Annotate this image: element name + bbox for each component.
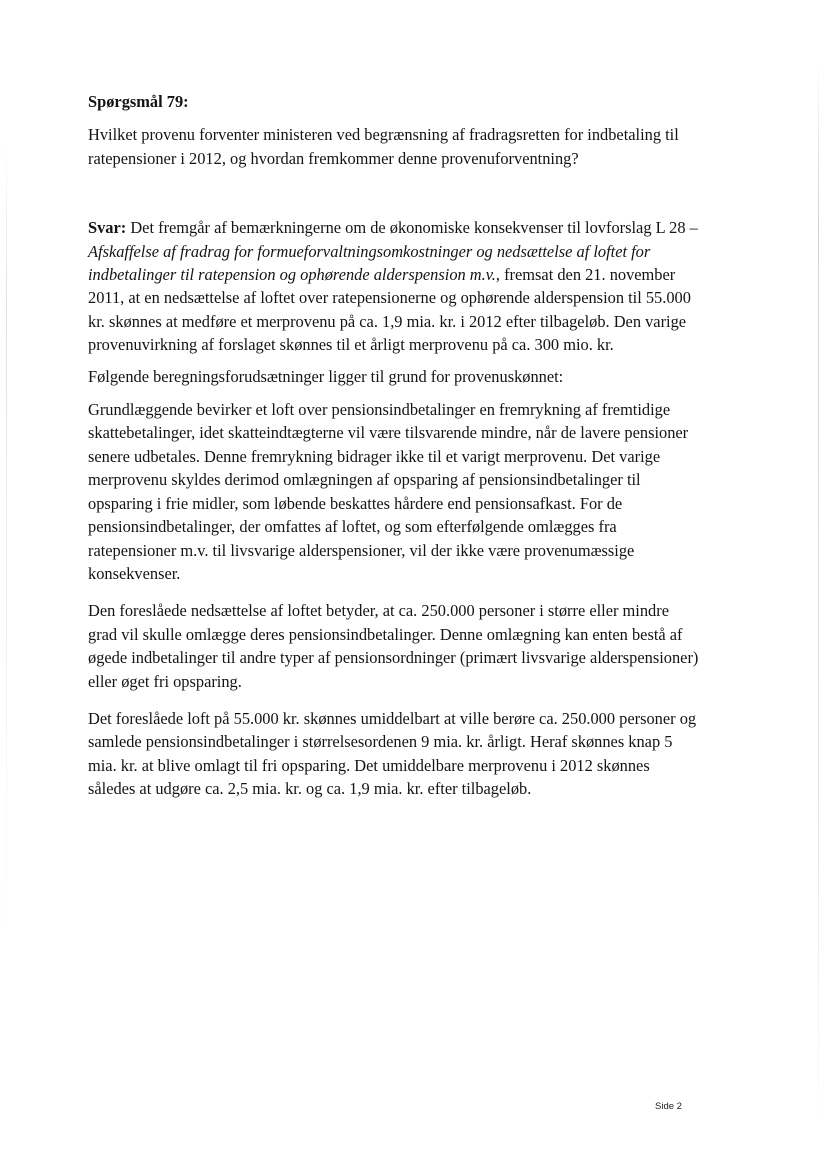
answer-paragraph xyxy=(88,216,700,356)
question-text: Hvilket provenu forventer ministeren ved begrænsning af fradragsretten for indbetaling til ratepensioner i 2012, og hvordan fremkommer denne provenuforventning? xyxy=(88,125,679,168)
paragraph-proposed-ceiling: Det foreslåede loft på 55.000 kr. skønnes umiddelbart at ville berøre ca. 250.000 personer og samlede pensionsindbetalinger i størrelsesordenen 9 mia. kr. årligt. Heraf skønnes knap 5 mia. kr. at blive omlagt til fri opsparing. Det umiddelbare merprovenu i 2012 skønnes således at udgøre ca. 2,5 mia. kr. og ca. 1,9 mia. kr. efter tilbageløb. xyxy=(88,708,697,799)
answer-intro: Det fremgår af bemærkningerne om de økonomiske konsekvenser til lovforslag L 28 – xyxy=(126,218,698,238)
answer-lead: Svar: xyxy=(88,218,127,238)
paragraph-fundamentals: Grundlæggende bevirker et loft over pensionsindbetalinger en fremrykning af fremtidige skattebetalinger, idet skatteindtægterne vil være tilsvarende mindre, når de lavere pensioner senere udbetales. Denne fremrykning bidrager ikke til et varigt merprovenu. Det varige merprovenu skyldes derimod omlægningen af opsparing af pensionsindbetalinger til opsparing i frie midler, som løbende beskattes hårdere end pensionsafkast. For de pensionsindbetalinger, der omfattes af loftet, og som efterfølgende omlægges fra ratepensioner m.v. til livsvarige alderspensioner, vil der ikke være provenumæssige konsekvenser. xyxy=(88,400,689,583)
paragraph-ceiling-reduction: Den foreslåede nedsættelse af loftet betyder, at ca. 250.000 personer i større eller mindre grad vil skulle omlægge deres pensionsindbetalinger. Denne omlægning kan enten bestå af øgede indbetalinger til andre typer af pensionsordninger (primært livsvarige alderspensioner) eller øget fri opsparing. xyxy=(88,601,699,691)
paragraph-assumptions-intro: Følgende beregningsforudsætninger ligger til grund for provenuskønnet: xyxy=(88,366,564,386)
answer-rest: , fremsat den 21. november 2011, at en nedsættelse af loftet over ratepensionerne og ophørende alderspension til 55.000 kr. skønnes at medføre et merprovenu på ca. 1,9 mia. kr. i 2012 efter tilbageløb. Den varige provenuvirkning af forslaget skønnes til et årligt merprovenu på ca. 300 mio. kr. xyxy=(88,265,691,355)
question-heading: Spørgsmål 79: xyxy=(88,92,189,111)
bill-title: Afskaffelse af fradrag for formueforvaltningsomkostninger og nedsættelse af loftet for indbetalinger til ratepension og ophørende alderspension m.v. xyxy=(88,241,651,285)
document-body xyxy=(88,90,700,811)
scan-edge-right xyxy=(818,60,819,1140)
page-number: Side 2 xyxy=(655,1101,682,1112)
scan-edge-left xyxy=(6,140,7,960)
